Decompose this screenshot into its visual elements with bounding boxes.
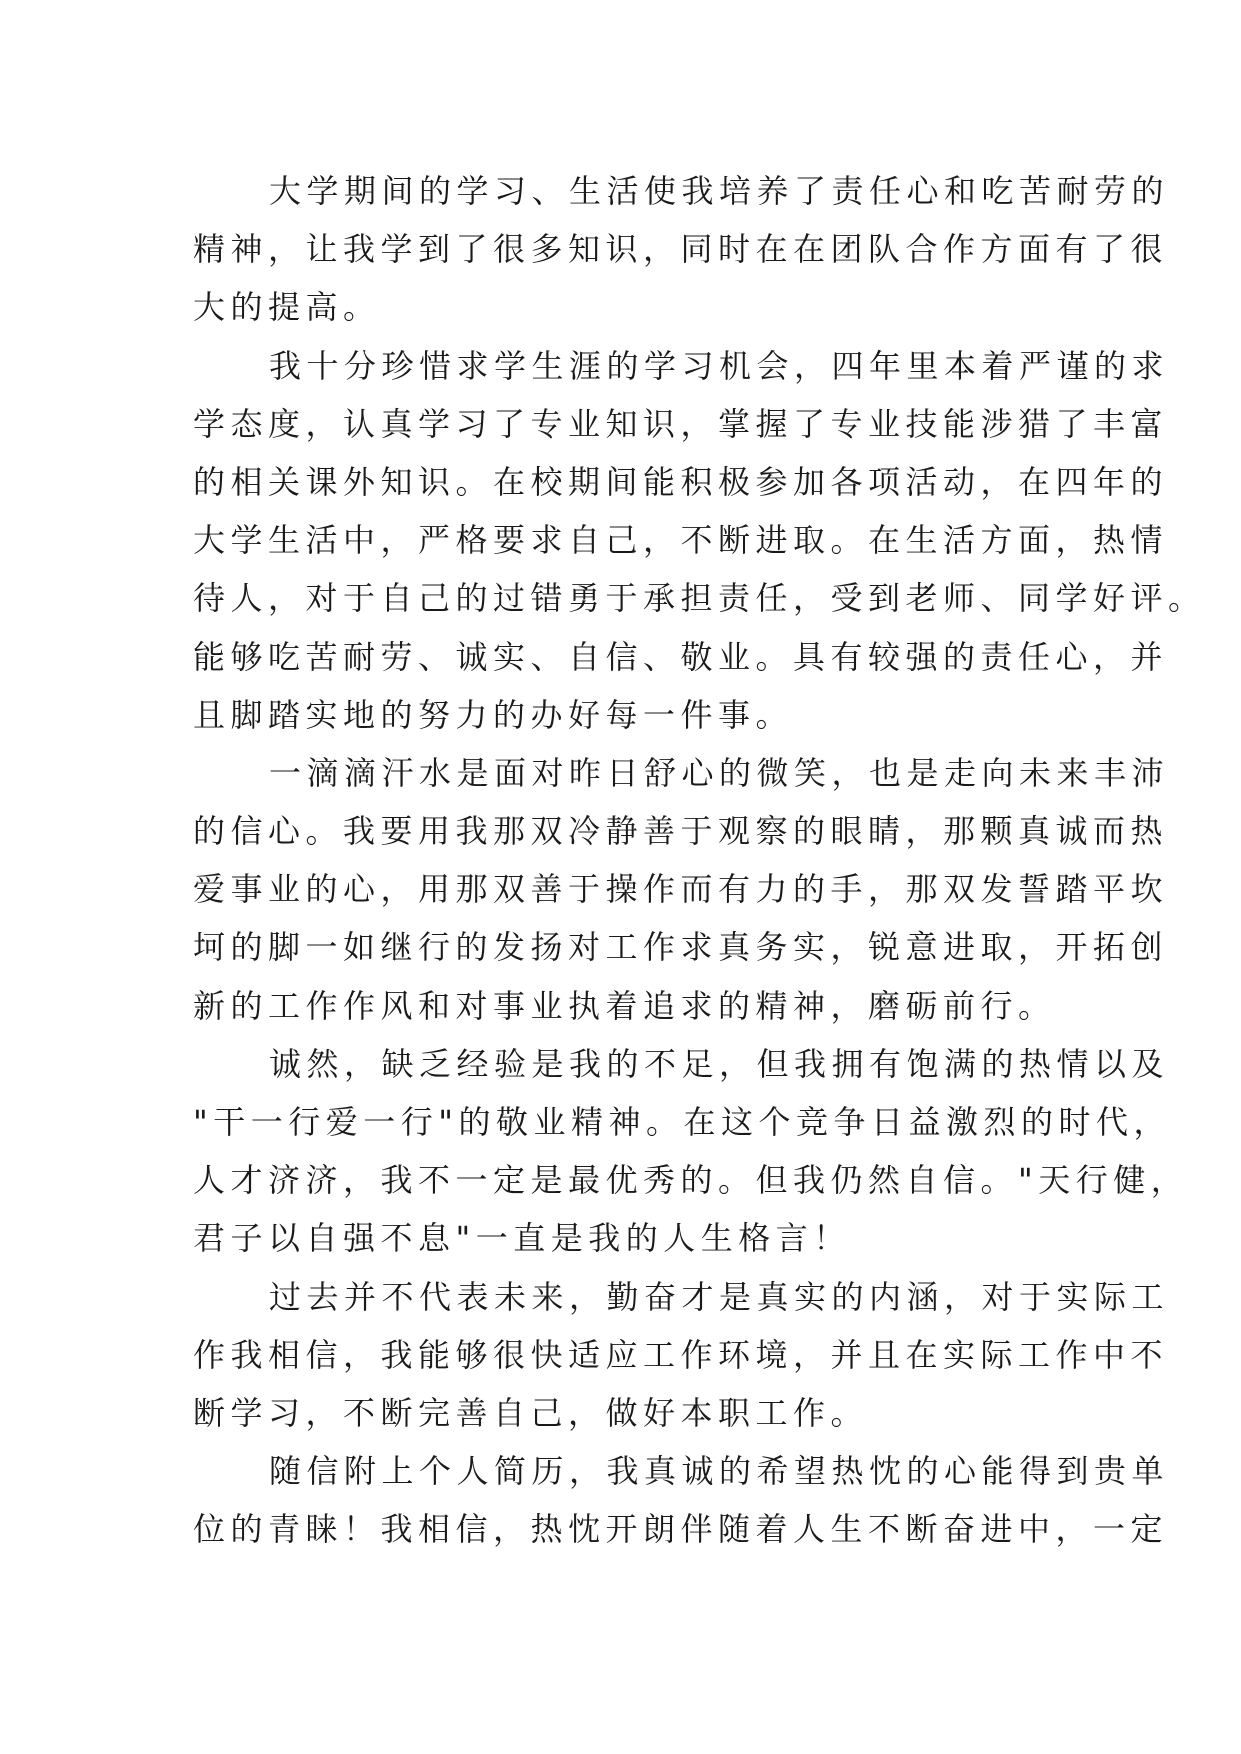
text-line: 君子以自强不息"一直是我的人生格言！: [193, 1219, 851, 1258]
letter-body: [193, 162, 1206, 1559]
text-line: 爱事业的心，用那双善于操作而有力的手，那双发誓踏平坎: [193, 870, 1169, 909]
text-line: 诚然，缺乏经验是我的不足，但我拥有饱满的热情以及: [269, 1044, 1170, 1083]
text-line: 过去并不代表未来，勤奋才是真实的内涵，对于实际工: [269, 1277, 1170, 1316]
text-line: 能够吃苦耐劳、诚实、自信、敬业。具有较强的责任心，并: [193, 637, 1169, 676]
text-line: 随信附上个人简历，我真诚的希望热忱的心能得到贵单: [269, 1452, 1170, 1491]
text-line: 大的提高。: [193, 288, 381, 327]
text-line: 且脚踏实地的努力的办好每一件事。: [193, 695, 794, 734]
text-line: 大学期间的学习、生活使我培养了责任心和吃苦耐劳的: [269, 172, 1170, 210]
text-line: 我十分珍惜求学生涯的学习机会，四年里本着严谨的求: [269, 346, 1170, 385]
text-line: 人才济济，我不一定是最优秀的。但我仍然自信。"天行健，: [193, 1161, 1189, 1200]
text-line: 待人，对于自己的过错勇于承担责任，受到老师、同学好评。: [193, 579, 1206, 618]
text-line: 的信心。我要用我那双冷静善于观察的眼睛，那颗真诚而热: [193, 812, 1169, 851]
text-line: 大学生活中，严格要求自己，不断进取。在生活方面，热情: [193, 521, 1169, 560]
text-line: 坷的脚一如继行的发扬对工作求真务实，锐意进取，开拓创: [193, 928, 1169, 967]
text-line: 学态度，认真学习了专业知识，掌握了专业技能涉猎了丰富: [193, 404, 1169, 443]
text-line: 作我相信，我能够很快适应工作环境，并且在实际工作中不: [193, 1335, 1169, 1374]
text-line: 新的工作作风和对事业执着追求的精神，磨砺前行。: [193, 986, 1056, 1025]
text-line: 位的青睐！我相信，热忱开朗伴随着人生不断奋进中，一定: [193, 1510, 1169, 1549]
text-line: 一滴滴汗水是面对昨日舒心的微笑，也是走向未来丰沛: [269, 753, 1170, 792]
text-line: "干一行爱一行"的敬业精神。在这个竞争日益激烈的时代，: [193, 1103, 1171, 1141]
text-line: 精神，让我学到了很多知识，同时在在团队合作方面有了很: [193, 230, 1169, 269]
text-line: 断学习，不断完善自己，做好本职工作。: [193, 1393, 869, 1432]
text-line: 的相关课外知识。在校期间能积极参加各项活动，在四年的: [193, 462, 1169, 501]
